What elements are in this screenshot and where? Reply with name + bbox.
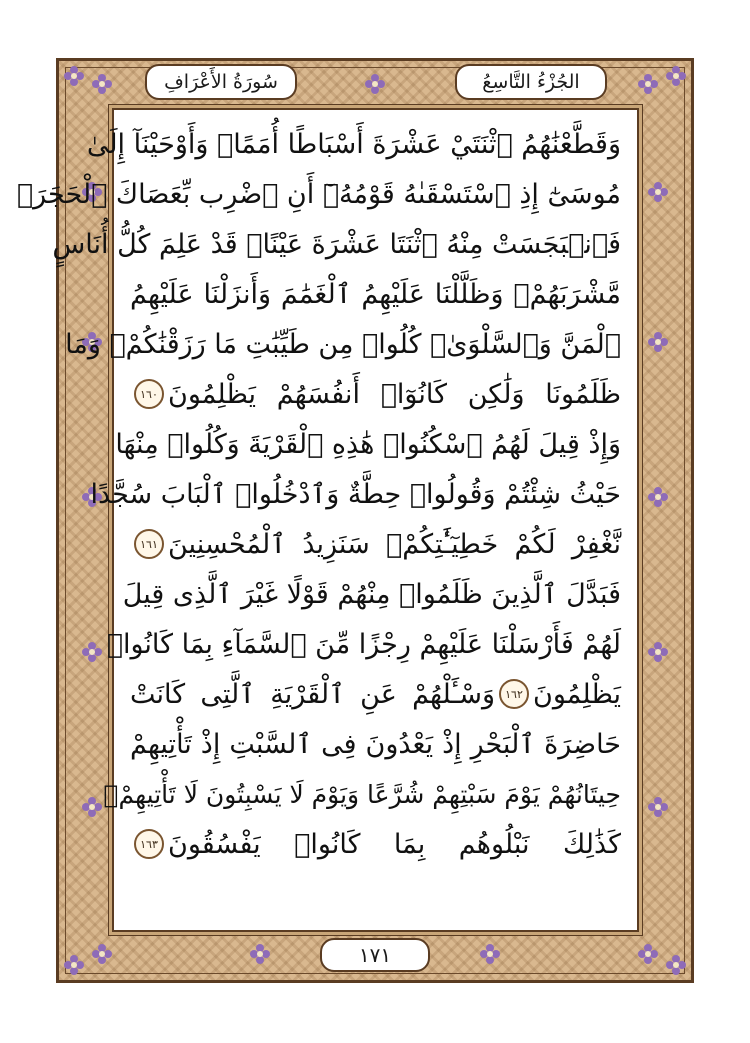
flower-ornament-icon: [80, 795, 104, 819]
line-text: وَسْـَٔلْهُمْ عَنِ ٱلْقَرْيَةِ ٱلَّتِى كَانَتْ: [130, 678, 495, 710]
flower-ornament-icon: [90, 942, 114, 966]
quran-text-block: [16, 118, 621, 918]
line-text: مَّشْرَبَهُمْۚ وَظَلَّلْنَا عَلَيْهِمُ ٱلْغَمَٰمَ وَأَنزَلْنَا عَلَيْهِمُ: [130, 278, 621, 310]
line-text: كَذَٰلِكَ نَبْلُوهُم بِمَا كَانُوا۟ يَفْسُقُونَ: [168, 828, 621, 860]
flower-ornament-icon: [248, 942, 272, 966]
surah-title: سُورَةُ الأَعْرَافِ: [145, 64, 297, 100]
flower-ornament-icon: [62, 64, 86, 88]
flower-ornament-icon: [62, 953, 86, 977]
flower-ornament-icon: [664, 953, 688, 977]
ayah-marker: ١٦١: [134, 529, 164, 559]
text-line: [16, 168, 621, 220]
text-line: [122, 568, 621, 620]
text-line: [130, 818, 621, 870]
line-text: وَقَطَّعْنَٰهُمُ ٱثْنَتَيْ عَشْرَةَ أَسْبَاطًا أُمَمًاۚ وَأَوْحَيْنَآ إِلَىٰ: [86, 128, 621, 160]
ayah-marker: ١٦٣: [134, 829, 164, 859]
line-text: يَظْلِمُونَ: [533, 678, 621, 710]
line-text: وَإِذْ قِيلَ لَهُمُ ٱسْكُنُوا۟ هَٰذِهِ ٱلْقَرْيَةَ وَكُلُوا۟ مِنْهَا: [115, 428, 621, 460]
text-line: [90, 468, 621, 520]
flower-ornament-icon: [646, 485, 670, 509]
flower-ornament-icon: [636, 72, 660, 96]
juz-title: الجُزْءُ التَّاسِعُ: [455, 64, 607, 100]
flower-ornament-icon: [478, 942, 502, 966]
line-text: ٱلْمَنَّ وَٱلسَّلْوَىٰۖ كُلُوا۟ مِن طَيِّبَٰتِ مَا رَزَقْنَٰكُمْۚ وَمَا: [65, 328, 621, 360]
line-text: فَٱنۢبَجَسَتْ مِنْهُ ٱثْنَتَا عَشْرَةَ عَيْنًاۖ قَدْ عَلِمَ كُلُّ أُنَاسٍ: [52, 228, 621, 260]
text-line: [86, 118, 621, 170]
line-text: فَبَدَّلَ ٱلَّذِينَ ظَلَمُوا۟ مِنْهُمْ قَوْلًا غَيْرَ ٱلَّذِى قِيلَ: [122, 578, 621, 610]
flower-ornament-icon: [80, 640, 104, 664]
line-text: نَّغْفِرْ لَكُمْ خَطِيٓـَٰٔتِكُمْۚ سَنَزِيدُ ٱلْمُحْسِنِينَ: [168, 528, 621, 560]
flower-ornament-icon: [664, 64, 688, 88]
ayah-marker: ١٦٠: [134, 379, 164, 409]
flower-ornament-icon: [646, 180, 670, 204]
flower-ornament-icon: [636, 942, 660, 966]
flower-ornament-icon: [363, 72, 387, 96]
line-text: مُوسَىٰٓ إِذِ ٱسْتَسْقَىٰهُ قَوْمُهُۥٓ أَنِ ٱضْرِب بِّعَصَاكَ ٱلْحَجَرَۖ: [16, 178, 621, 210]
text-line: [130, 518, 621, 570]
text-line: [52, 218, 621, 270]
text-line: [130, 668, 621, 720]
line-text: لَهُمْ فَأَرْسَلْنَا عَلَيْهِمْ رِجْزًا مِّنَ ٱلسَّمَآءِ بِمَا كَانُوا۟: [106, 628, 621, 660]
text-line: [130, 718, 621, 770]
text-line: [103, 768, 621, 820]
text-line: [106, 618, 621, 670]
flower-ornament-icon: [646, 640, 670, 664]
text-line: [115, 418, 621, 470]
text-line: [130, 368, 621, 420]
text-line: [130, 268, 621, 320]
line-text: حِيتَانُهُمْ يَوْمَ سَبْتِهِمْ شُرَّعًا وَيَوْمَ لَا يَسْبِتُونَ لَا تَأْتِيهِمْۚ: [103, 779, 621, 809]
line-text: حَاضِرَةَ ٱلْبَحْرِ إِذْ يَعْدُونَ فِى ٱلسَّبْتِ إِذْ تَأْتِيهِمْ: [130, 728, 621, 760]
text-line: [65, 318, 621, 370]
line-text: حَيْثُ شِئْتُمْ وَقُولُوا۟ حِطَّةٌ وَٱدْخُلُوا۟ ٱلْبَابَ سُجَّدًا: [90, 478, 621, 510]
line-text: ظَلَمُونَا وَلَٰكِن كَانُوٓا۟ أَنفُسَهُمْ يَظْلِمُونَ: [168, 378, 621, 410]
flower-ornament-icon: [646, 795, 670, 819]
page-number: ١٧١: [320, 938, 430, 972]
ayah-marker: ١٦٢: [499, 679, 529, 709]
flower-ornament-icon: [646, 330, 670, 354]
flower-ornament-icon: [90, 72, 114, 96]
